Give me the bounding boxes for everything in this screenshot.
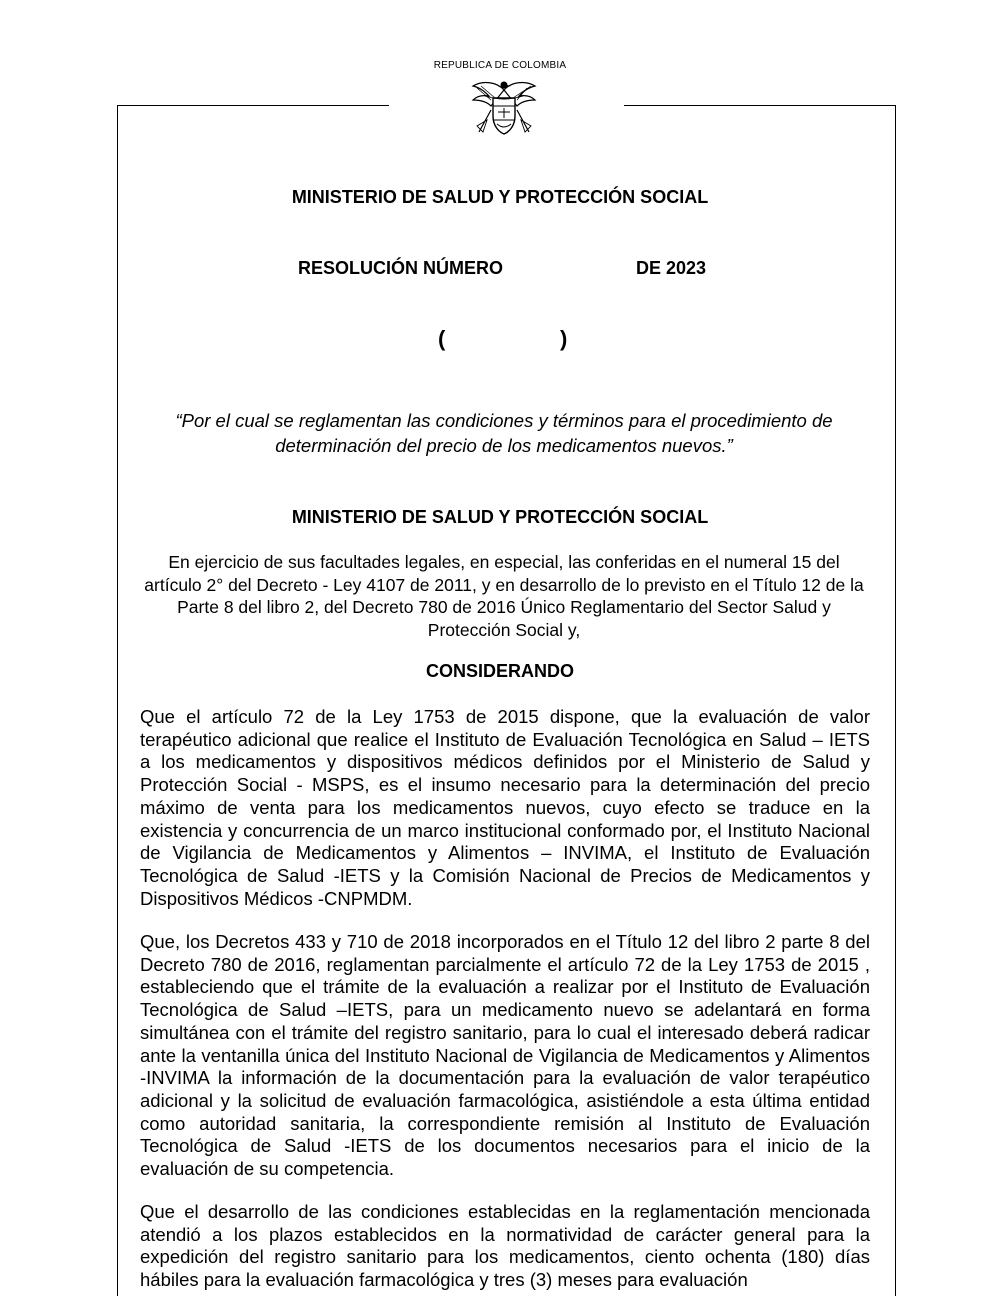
country-header: REPUBLICA DE COLOMBIA (433, 60, 567, 71)
considerando-paragraph: Que el desarrollo de las condiciones establecidas en la reglamentación mencionada atendió a los plazos establecidos en la normatividad de carácter general para la expedición del registro sanitario para los medicamentos, ciento ochenta (180) días hábiles para la evaluación farmacológica y tres (3) meses para evaluación (140, 1201, 870, 1291)
resolution-date-close-paren: ) (560, 326, 568, 351)
considerando-heading: CONSIDERANDO (425, 661, 574, 681)
considerando-paragraph: Que el artículo 72 de la Ley 1753 de 2015 dispone, que la evaluación de valor terapéutico adicional que realice el Instituto de Evaluación Tecnológica en Salud – IETS a los medicamentos y dispositivos médicos definidos por el Ministerio de Salud y Protección Social - MSPS, es el insumo necesario para la determinación del precio máximo de venta para los medicamentos nuevos, cuyo efecto se traduce en la existencia y concurrencia de un marco institucional conformado por, el Instituto Nacional de Vigilancia de Medicamentos y Alimentos – INVIMA, el Instituto de Evaluación Tecnológica de Salud -IETS y la Comisión Nacional de Precios de Medicamentos y Dispositivos Médicos -CNPMDM. (140, 706, 870, 909)
considerando-paragraph: Que, los Decretos 433 y 710 de 2018 incorporados en el Título 12 del libro 2 parte 8 del Decreto 780 de 2016, reglamentan parcialmente el artículo 72 de la Ley 1753 de 2015 , estableciendo que el trámite de la evaluación a realizar por el Instituto de Evaluación Tecnológica de Salud –IETS, para un medicamento nuevo se adelantará en forma simultánea con el trámite del registro sanitario, para lo cual el interesado deberá radicar ante la ventanilla única del Instituto Nacional de Vigilancia de Medicamentos y Alimentos -INVIMA la información de la documentación para la evaluación de valor terapéutico adicional y la solicitud de evaluación farmacológica, asistiéndole a esta última entidad como autoridad sanitaria, la correspondiente remisión al Instituto de Evaluación Tecnológica de Salud -IETS de los documentos necesarios para el inicio de la evaluación de su competencia. (140, 931, 870, 1180)
coat-of-arms-icon (469, 76, 539, 146)
ministry-title: MINISTERIO DE SALUD Y PROTECCIÓN SOCIAL (291, 187, 709, 207)
resolution-date-open-paren: ( (438, 326, 446, 351)
resolution-label: RESOLUCIÓN NÚMERO (298, 258, 504, 278)
ministry-title-secondary: MINISTERIO DE SALUD Y PROTECCIÓN SOCIAL (291, 507, 709, 527)
resolution-subject: “Por el cual se reglamentan las condiciones y términos para el procedimiento de determinación del precio de los medicamentos nuevos.” (175, 410, 833, 456)
preamble-text: En ejercicio de sus facultades legales, en especial, las conferidas en el numeral 15 del artículo 2° del Decreto - Ley 4107 de 2011, y en desarrollo de lo previsto en el Título 12 de la Parte 8 del libro 2, del Decreto 780 de 2016 Único Reglamentario del Sector Salud y Protección Social y, (144, 552, 864, 640)
resolution-year: DE 2023 (636, 258, 707, 278)
